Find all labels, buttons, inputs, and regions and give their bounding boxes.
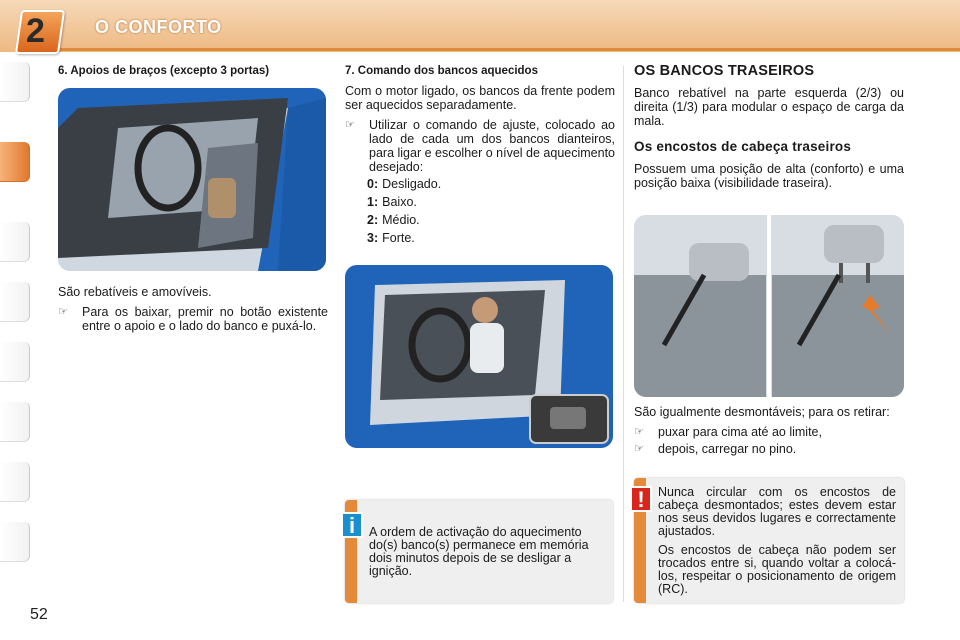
heated-seats-intro: Com o motor ligado, os bancos da frente podem ser aquecidos separadamente. (345, 84, 615, 112)
chapter-title: O CONFORTO (95, 17, 222, 37)
rear-seats-section (634, 64, 904, 196)
warning-note (634, 478, 904, 603)
chapter-tab-8[interactable] (0, 522, 30, 562)
armrest-section (58, 64, 328, 84)
chapter-tab-3[interactable] (0, 222, 30, 262)
chapter-tabs (0, 62, 30, 572)
remove-step-2: ☞ depois, carregar no pino. (634, 442, 797, 456)
armrest-photo (58, 88, 326, 271)
pointing-hand-icon: ☞ (634, 426, 644, 438)
warning-text-1: Nunca circular com os encostos de cabeça desmontados; estes devem estar nos seus devidos lugares e correctamente ajustados. (658, 485, 896, 538)
heated-seats-photo (345, 265, 613, 448)
level-0: 0: Desligado. (367, 177, 442, 191)
pointing-hand-icon: ☞ (634, 443, 644, 455)
remove-step-1: ☞ puxar para cima até ao limite, (634, 425, 822, 439)
level-2: 2: Médio. (367, 213, 420, 227)
armrest-heading: 6. Apoios de braços (excepto 3 portas) (58, 65, 270, 77)
headrests-photo (634, 215, 904, 397)
column-divider (623, 66, 624, 602)
level-3: 3: Forte. (367, 231, 415, 245)
pointing-hand-icon: ☞ (58, 306, 68, 318)
chapter-tab-2[interactable] (0, 142, 30, 182)
driver-seat-illustration (345, 265, 613, 448)
headrests-heading: Os encostos de cabeça traseiros (634, 139, 852, 154)
exclamation-icon: ! (630, 486, 652, 512)
info-note (345, 500, 613, 603)
car-interior-illustration (58, 88, 326, 271)
info-note-text: A ordem de activação do aquecimento do(s) banco(s) permanece em memória dois minutos depois de se desligar a ignição. (369, 525, 589, 578)
heated-seats-section (345, 64, 615, 249)
heated-seats-bullet: ☞ Utilizar o comando de ajuste, colocado ao lado de cada um dos bancos dianteiros, para ligar e escolher o nível de aquecimento desejado: (345, 118, 615, 174)
rear-seats-heading: OS BANCOS TRASEIROS (634, 63, 815, 79)
rear-seats-text: Banco rebatível na parte esquerda (2/3) ou direita (1/3) para modular o espaço de carga da mala. (634, 86, 904, 128)
armrest-bullet: ☞ Para os baixar, premir no botão existente entre o apoio e o lado do banco e puxá-lo. (58, 305, 328, 333)
chapter-tab-1[interactable] (0, 62, 30, 102)
chapter-tab-5[interactable] (0, 342, 30, 382)
info-icon: i (341, 512, 363, 538)
chapter-tab-4[interactable] (0, 282, 30, 322)
removable-text: São igualmente desmontáveis; para os retirar: (634, 405, 890, 419)
warning-text-2: Os encostos de cabeça não podem ser trocados entre si, quando voltar a colocá-los, respeitar o posicionamento de origem (RC). (658, 543, 896, 596)
page-number: 52 (30, 606, 48, 623)
chapter-tab-7[interactable] (0, 462, 30, 502)
chapter-number: 2 (26, 12, 45, 50)
rear-headrest-illustration (634, 215, 904, 397)
chapter-tab-6[interactable] (0, 402, 30, 442)
armrest-text: São rebatíveis e amovíveis. (58, 285, 212, 299)
header-rule (60, 48, 960, 51)
pointing-hand-icon: ☞ (345, 119, 355, 131)
heated-seats-heading: 7. Comando dos bancos aquecidos (345, 65, 538, 77)
level-1: 1: Baixo. (367, 195, 417, 209)
headrests-text: Possuem uma posição de alta (conforto) e uma posição baixa (visibilidade traseira). (634, 162, 904, 190)
